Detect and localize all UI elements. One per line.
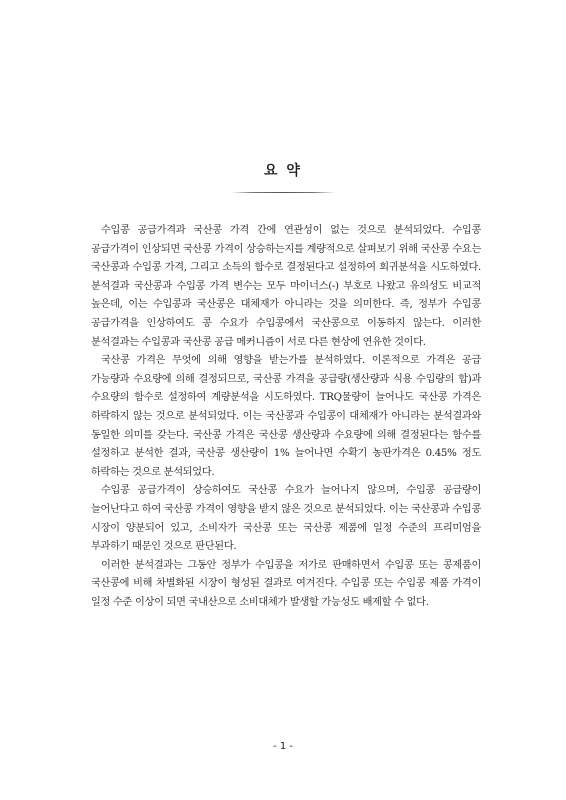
page-title: 요 약 — [264, 163, 302, 179]
summary-paragraph-3: 수입콩 공급가격이 상승하여도 국산콩 수요가 늘어나지 않으며, 수입콩 공급량이 늘어난다고 하여 국산콩 가격이 영향을 받지 않은 것으로 분석되었다. 이는 국산콩과 수입콩 시장이 양분되어 있고, 소비자가 국산콩 또는 국산콩 제품에 일정 수준의 프리미엄을 부과하기 때문인 것으로 판단된다. — [91, 485, 481, 553]
summary-paragraph-4: 이러한 분석결과는 그동안 정부가 수입콩을 저가로 판매하면서 수입콩 또는 콩제품이 국산콩에 비해 차별화된 시장이 형성된 결과로 여겨진다. 수입콩 또는 수입콩 제품 가격이 일정 수준 이상이 되면 국내산으로 소비대체가 발생할 가능성도 배제할 수 없다. — [91, 559, 481, 608]
page-number: - 1 - — [273, 741, 293, 752]
summary-paragraph-1: 수입콩 공급가격과 국산콩 가격 간에 연관성이 없는 것으로 분석되었다. 수입콩 공급가격이 인상되면 국산콩 가격이 상승하는지를 계량적으로 살펴보기 위해 국산콩 수요는 국산콩과 수입콩 가격, 그리고 소득의 함수로 결정된다고 설정하여 회귀분석을 시도하였다. 분석결과 국산콩과 수입콩 가격 변수는 모두 마이너스(-) 부호로 나왔고 유의성도 비교적 높은데, 이는 수입콩과 국산콩은 대체재가 아니라는 것을 의미한다. 즉, 정부가 수입콩 공급가격을 인상하여도 콩 수요가 수입콩에서 국산콩으로 이동하지 않는다. 이러한 분석결과는 수입콩과 국산콩 공급 메커니즘이 서로 다른 현상에 연유한 것이다. — [91, 225, 481, 348]
summary-body — [91, 222, 481, 612]
summary-paragraph-2: 국산콩 가격은 무엇에 의해 영향을 받는가를 분석하였다. 이론적으로 가격은 공급 가능량과 수요량에 의해 결정되므로, 국산콩 가격을 공급량(생산량과 식용 수입량의 합)과 수요량의 함수로 설정하여 계량분석을 시도하였다. TRQ물량이 늘어나도 국산콩 가격은 하락하지 않는 것으로 분석되었다. 이는 국산콩과 수입콩이 대체재가 아니라는 분석결과와 동일한 의미를 갖는다. 국산콩 가격은 국산콩 생산량과 수요량에 의해 결정된다는 함수를 설정하고 분석한 결과, 국산콩 생산량이 1% 늘어나면 수확기 농판가격은 0.45% 정도 하락하는 것으로 분석되었다. — [91, 355, 481, 478]
title-divider — [231, 192, 335, 193]
